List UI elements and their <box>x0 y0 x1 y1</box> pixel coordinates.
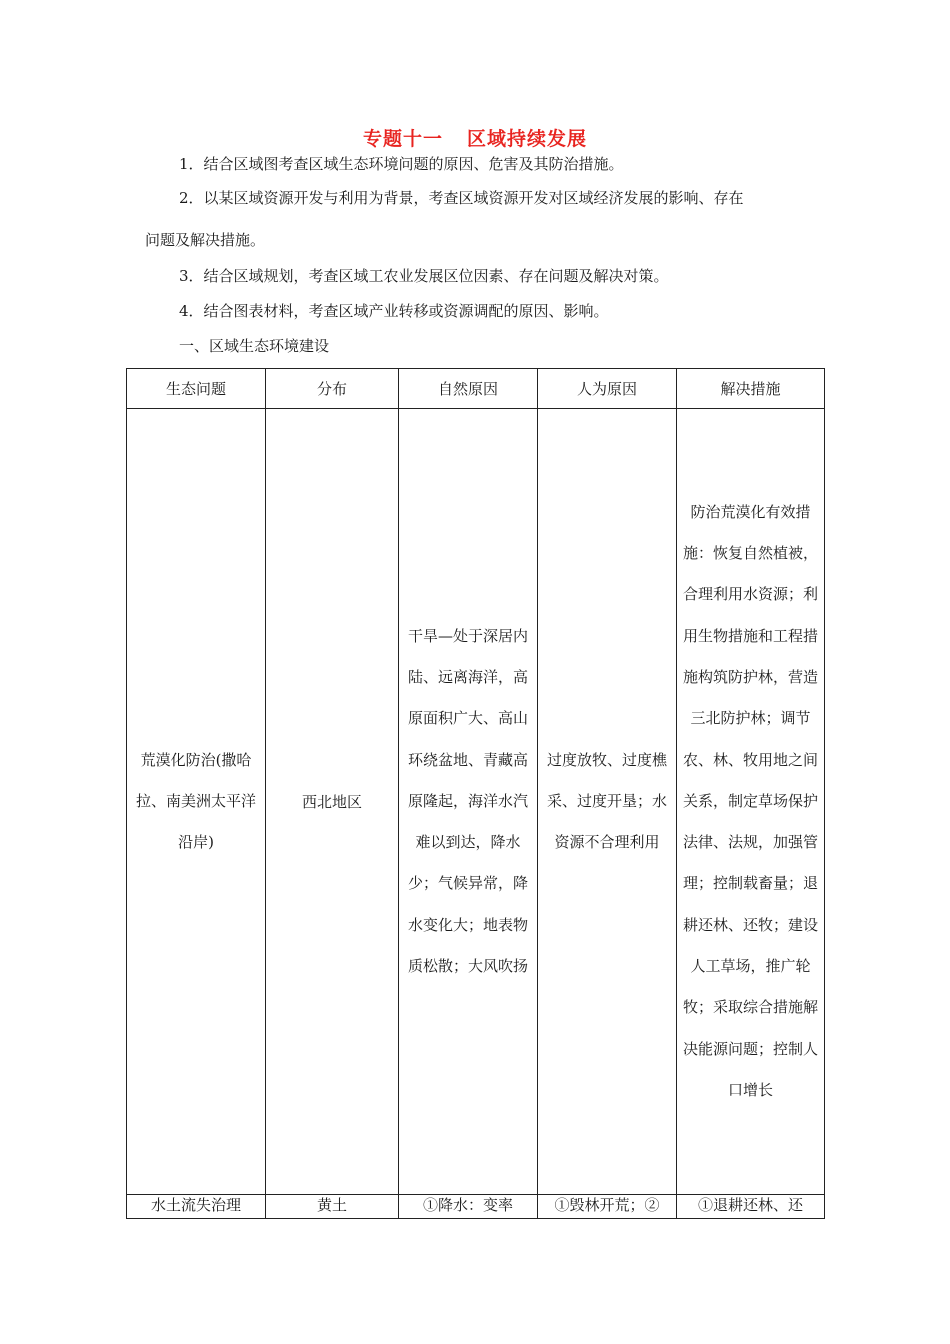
point-1: 1．结合区域图考查区域生态环境问题的原因、危害及其防治措施。 <box>179 155 624 173</box>
point-2-continued: 问题及解决措施。 <box>145 231 266 249</box>
cell-natural-cause: ①降水：变率 <box>399 1195 538 1219</box>
table-row <box>127 409 825 1195</box>
cell-human-text: 过度放牧、过度樵采、过度开垦；水资源不合理利用 <box>546 750 667 852</box>
header-distribution: 分布 <box>266 369 399 409</box>
table-header-row <box>127 369 825 409</box>
header-natural-cause: 自然原因 <box>399 369 538 409</box>
cell-distribution: 黄土 <box>266 1195 399 1219</box>
cell-distribution-text: 西北地区 <box>302 792 363 811</box>
eco-table <box>126 368 825 1219</box>
cell-human-cause: ①毁林开荒；② <box>538 1195 677 1219</box>
cell-distribution <box>266 409 399 1195</box>
header-problem: 生态问题 <box>127 369 266 409</box>
cell-measures: ①退耕还林、还 <box>677 1195 825 1219</box>
cell-natural-text: 干旱—处于深居内陆、远离海洋，高原面积广大、高山环绕盆地、青藏高原隆起，海洋水汽难以到达，降水少；气候异常，降水变化大；地表物质松散；大风吹扬 <box>407 626 528 976</box>
cell-measures-text: 防治荒漠化有效措施：恢复自然植被，合理利用水资源；利用生物措施和工程措施构筑防护林，营造三北防护林；调节农、林、牧用地之间关系，制定草场保护法律、法规，加强管理；控制载畜量；退耕还林、还牧；建设人工草场，推广轮牧；采取综合措施解决能源问题；控制人口增长 <box>683 502 819 1099</box>
table-row <box>127 1195 825 1219</box>
cell-problem <box>127 409 266 1195</box>
section-heading: 一、区域生态环境建设 <box>179 337 330 355</box>
point-2: 2．以某区域资源开发与利用为背景，考查区域资源开发对区域经济发展的影响、存在 <box>179 189 744 207</box>
cell-measures <box>677 409 825 1195</box>
cell-human-cause <box>538 409 677 1195</box>
cell-problem: 水土流失治理 <box>127 1195 266 1219</box>
point-4: 4．结合图表材料，考查区域产业转移或资源调配的原因、影响。 <box>179 302 609 320</box>
header-measures: 解决措施 <box>677 369 825 409</box>
cell-problem-text: 荒漠化防治(撒哈拉、南美洲太平洋沿岸) <box>135 750 256 852</box>
point-3: 3．结合区域规划，考查区域工农业发展区位因素、存在问题及解决对策。 <box>179 267 669 285</box>
cell-natural-cause <box>399 409 538 1195</box>
page-title: 专题十一 区域持续发展 <box>362 128 588 150</box>
header-human-cause: 人为原因 <box>538 369 677 409</box>
